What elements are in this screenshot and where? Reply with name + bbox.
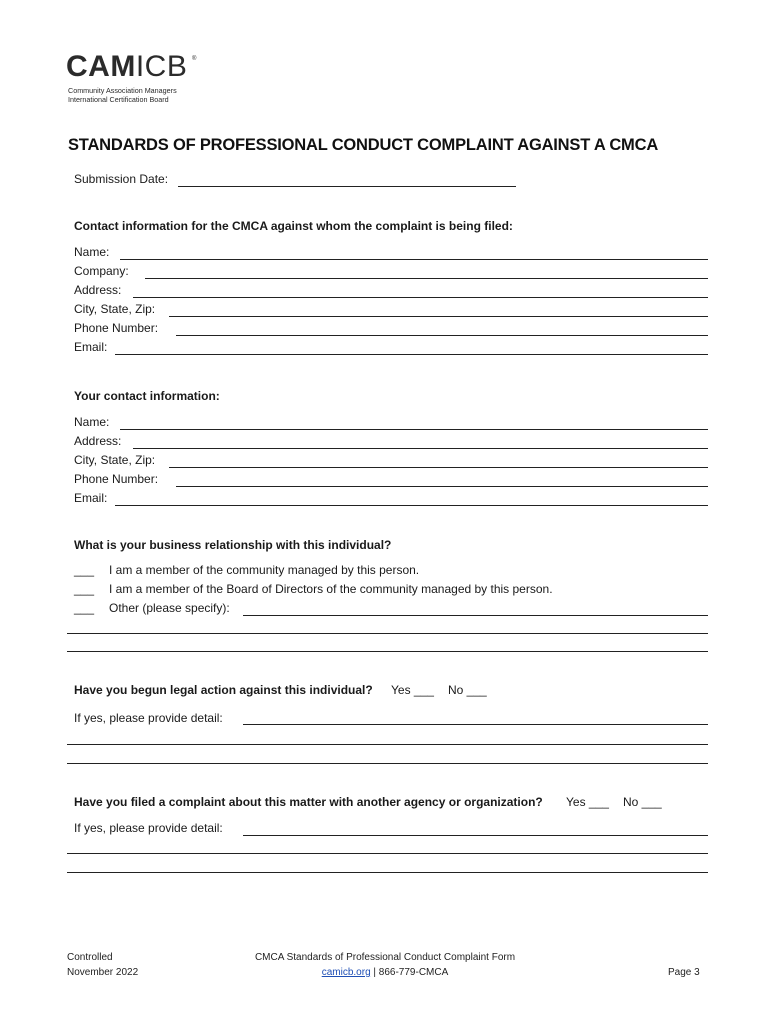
logo-brand-bold: CAM — [66, 50, 136, 83]
your-city-label: City, State, Zip: — [74, 453, 156, 467]
cmca-phone-field[interactable] — [176, 335, 708, 336]
cmca-email-field[interactable] — [115, 354, 708, 355]
your-name-label: Name: — [74, 415, 110, 429]
legal-detail-line3[interactable] — [67, 763, 708, 764]
relationship-option3-blank[interactable]: ___ — [74, 601, 95, 615]
your-address-field[interactable] — [133, 448, 708, 449]
logo-subtitle-line1: Community Association Managers — [68, 86, 177, 95]
cmca-company-field[interactable] — [145, 278, 708, 279]
footer-left — [67, 950, 138, 980]
legal-detail-label: If yes, please provide detail: — [74, 711, 223, 725]
logo-trademark: ® — [192, 56, 197, 62]
your-name-field[interactable] — [120, 429, 708, 430]
your-section-heading: Your contact information: — [74, 389, 220, 403]
cmca-city-field[interactable] — [169, 316, 708, 317]
agency-yes-option[interactable]: Yes ___ — [566, 795, 609, 809]
footer-controlled: Controlled — [67, 952, 113, 963]
footer-date: November 2022 — [67, 967, 139, 978]
your-city-field[interactable] — [169, 467, 708, 468]
relationship-option1-blank[interactable]: ___ — [74, 563, 95, 577]
page-title: STANDARDS OF PROFESSIONAL CONDUCT COMPLAINT AGAINST A CMCA — [68, 136, 659, 154]
agency-detail-line3[interactable] — [67, 872, 708, 873]
legal-yes-option[interactable]: Yes ___ — [391, 683, 434, 697]
cmca-address-field[interactable] — [133, 297, 708, 298]
legal-no-option[interactable]: No ___ — [448, 683, 487, 697]
agency-no-option[interactable]: No ___ — [623, 795, 662, 809]
relationship-other-field[interactable] — [243, 615, 708, 616]
logo — [66, 52, 187, 82]
footer-website-link[interactable]: camicb.org — [321, 967, 371, 978]
relationship-option2-blank[interactable]: ___ — [74, 582, 95, 596]
footer-separator: | — [373, 967, 377, 978]
footer-center — [254, 950, 516, 980]
cmca-address-label: Address: — [74, 283, 122, 297]
cmca-name-label: Name: — [74, 245, 110, 259]
footer-phone: 866-779-CMCA — [378, 967, 449, 978]
cmca-company-label: Company: — [74, 264, 129, 278]
cmca-name-field[interactable] — [120, 259, 708, 260]
relationship-option3-label: Other (please specify): — [109, 601, 230, 615]
footer-page-number: Page 3 — [668, 967, 700, 978]
relationship-other-line2[interactable] — [67, 633, 708, 634]
agency-detail-line2[interactable] — [67, 853, 708, 854]
your-phone-field[interactable] — [176, 486, 708, 487]
agency-detail-field[interactable] — [243, 835, 708, 836]
logo-subtitle — [68, 86, 177, 104]
your-email-field[interactable] — [115, 505, 708, 506]
relationship-option1-label: I am a member of the community managed by this person. — [109, 563, 420, 577]
logo-subtitle-line2: International Certification Board — [68, 95, 169, 104]
relationship-option2-label: I am a member of the Board of Directors of the community managed by this person. — [109, 582, 553, 596]
relationship-heading: What is your business relationship with this individual? — [74, 538, 392, 552]
cmca-email-label: Email: — [74, 340, 108, 354]
your-email-label: Email: — [74, 491, 108, 505]
submission-date-field[interactable] — [178, 186, 516, 187]
your-phone-label: Phone Number: — [74, 472, 159, 486]
logo-brand-light: ICB — [135, 50, 188, 83]
your-address-label: Address: — [74, 434, 122, 448]
legal-detail-field[interactable] — [243, 724, 708, 725]
legal-question: Have you begun legal action against this individual? — [74, 683, 373, 697]
footer-contact — [254, 965, 516, 980]
footer-form-title: CMCA Standards of Professional Conduct Complaint Form — [254, 952, 516, 963]
agency-question: Have you filed a complaint about this matter with another agency or organization? — [74, 795, 543, 809]
cmca-section-heading: Contact information for the CMCA against whom the complaint is being filed: — [74, 219, 513, 233]
submission-date-label: Submission Date: — [74, 172, 169, 186]
legal-detail-line2[interactable] — [67, 744, 708, 745]
relationship-other-line3[interactable] — [67, 651, 708, 652]
cmca-phone-label: Phone Number: — [74, 321, 159, 335]
agency-detail-label: If yes, please provide detail: — [74, 821, 223, 835]
cmca-city-label: City, State, Zip: — [74, 302, 156, 316]
